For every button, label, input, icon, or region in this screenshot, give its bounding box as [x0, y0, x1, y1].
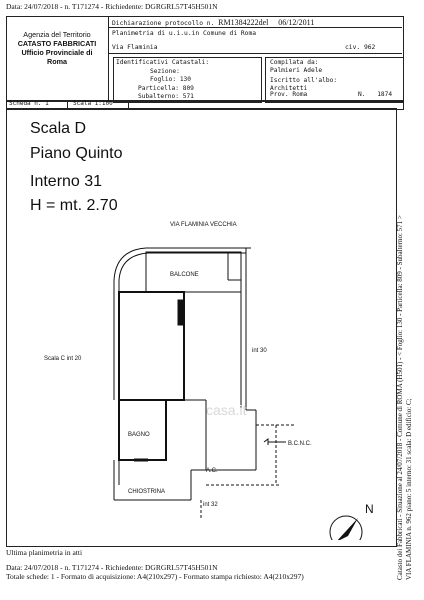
document-request-info: Data: 24/07/2018 - n. T171274 - Richiedente: DGRGRL57T45H501N: [6, 2, 218, 11]
agency-name: Agenzia del Territorio: [23, 30, 91, 39]
iscritto-value: Architetti: [270, 84, 308, 92]
n-value: 1874: [377, 91, 393, 98]
plan-title-interno: Interno 31: [30, 173, 103, 190]
particella-value: 809: [182, 84, 194, 92]
chiostrina-label: CHIOSTRINA: [128, 489, 166, 495]
bcnc-label: B.C.N.C.: [288, 441, 312, 447]
dichiarazione-label: Dichiarazione protocollo n.: [112, 20, 215, 27]
foglio-label: Foglio:: [150, 76, 177, 84]
balcony-label: BALCONE: [170, 272, 199, 278]
dichiarazione-row: [112, 18, 314, 27]
bathroom-outline: [119, 400, 166, 460]
footer-ultima: Ultima planimetria in atti: [6, 548, 83, 557]
footer-data-line: Data: 24/07/2018 - n. T171274 - Richiedente: DGRGRL57T45H501N: [6, 562, 218, 572]
n-label: N.: [358, 91, 366, 98]
dichiarazione-date: 06/12/2011: [278, 18, 315, 27]
planimetria-line: Planimetria di u.i.u.in Comune di Roma: [112, 30, 257, 37]
foglio-value: 130: [179, 76, 191, 84]
particella-label: Particella:: [138, 84, 179, 92]
civ-value: 962: [363, 44, 376, 51]
ufficio-label: Ufficio Provinciale di: [21, 48, 93, 57]
floor-plan: [6, 220, 395, 540]
albo-number: [358, 91, 392, 98]
watermark-text: casa.it: [206, 402, 247, 418]
north-label: N: [365, 502, 374, 516]
bathroom-label: BAGNO: [128, 432, 150, 438]
stair-c-label: Scala C int 20: [44, 356, 82, 362]
street-label: VIA FLAMINIA VECCHIA: [170, 222, 237, 228]
sezione-label: Sezione:: [150, 67, 180, 75]
footer-totale: Totale schede: 1 - Formato di acquisizione: A4(210x297) - Formato stampa richiesto: A4(210x297): [6, 572, 304, 581]
identificativi-label: Identificativi Catastali:: [116, 59, 210, 66]
dichiarazione-value: RM1384222del: [218, 18, 269, 27]
subalterno-value: 571: [182, 93, 194, 101]
int32-label: int 32: [203, 502, 218, 508]
compilata-block: [270, 59, 337, 92]
plan-title-piano: Piano Quinto: [30, 145, 123, 162]
prov-line: [270, 91, 307, 98]
catasto-title: CATASTO FABBRICATI: [17, 39, 97, 48]
identificativi-block: [116, 59, 209, 102]
north-arrow: [330, 516, 362, 540]
side-text-line2: VIA FLAMINIA n. 962 piano: 5 interno: 31 scala: D edificio: C;: [405, 398, 413, 580]
civ-label: civ.: [345, 44, 361, 51]
prov-label: Prov.: [270, 91, 289, 98]
compilata-value: Palmieri Adele: [270, 66, 323, 74]
plan-title-height: H = mt. 2.70: [30, 197, 118, 214]
side-cadastral-info: [395, 120, 423, 580]
prov-value: Roma: [292, 91, 308, 98]
scale-label: Scala 1:100: [73, 100, 113, 107]
main-room-outline: [119, 292, 184, 400]
int30-label: int 30: [252, 348, 267, 354]
plan-title-scala: Scala D: [30, 120, 87, 137]
footer: [6, 548, 304, 582]
address-civic: [345, 44, 375, 51]
iscritto-label: Iscritto all'albo:: [270, 77, 338, 85]
agency-block: [6, 16, 109, 100]
side-text-line1: Catasto dei Fabbricati - Situazione al 24/07/2018 - Comune di ROMA (H501) - < Foglio: 130 - Particella: 809 - Subalterno: 571 >: [396, 215, 404, 580]
subalterno-label: Subalterno:: [138, 93, 179, 101]
ac-label: A.C.: [206, 468, 218, 474]
ufficio-city: Roma: [47, 57, 67, 66]
compilata-label: Compilata da:: [270, 59, 319, 66]
scheda-label: Scheda n. 1: [9, 100, 49, 107]
address-street: Via Flaminia: [112, 44, 158, 51]
